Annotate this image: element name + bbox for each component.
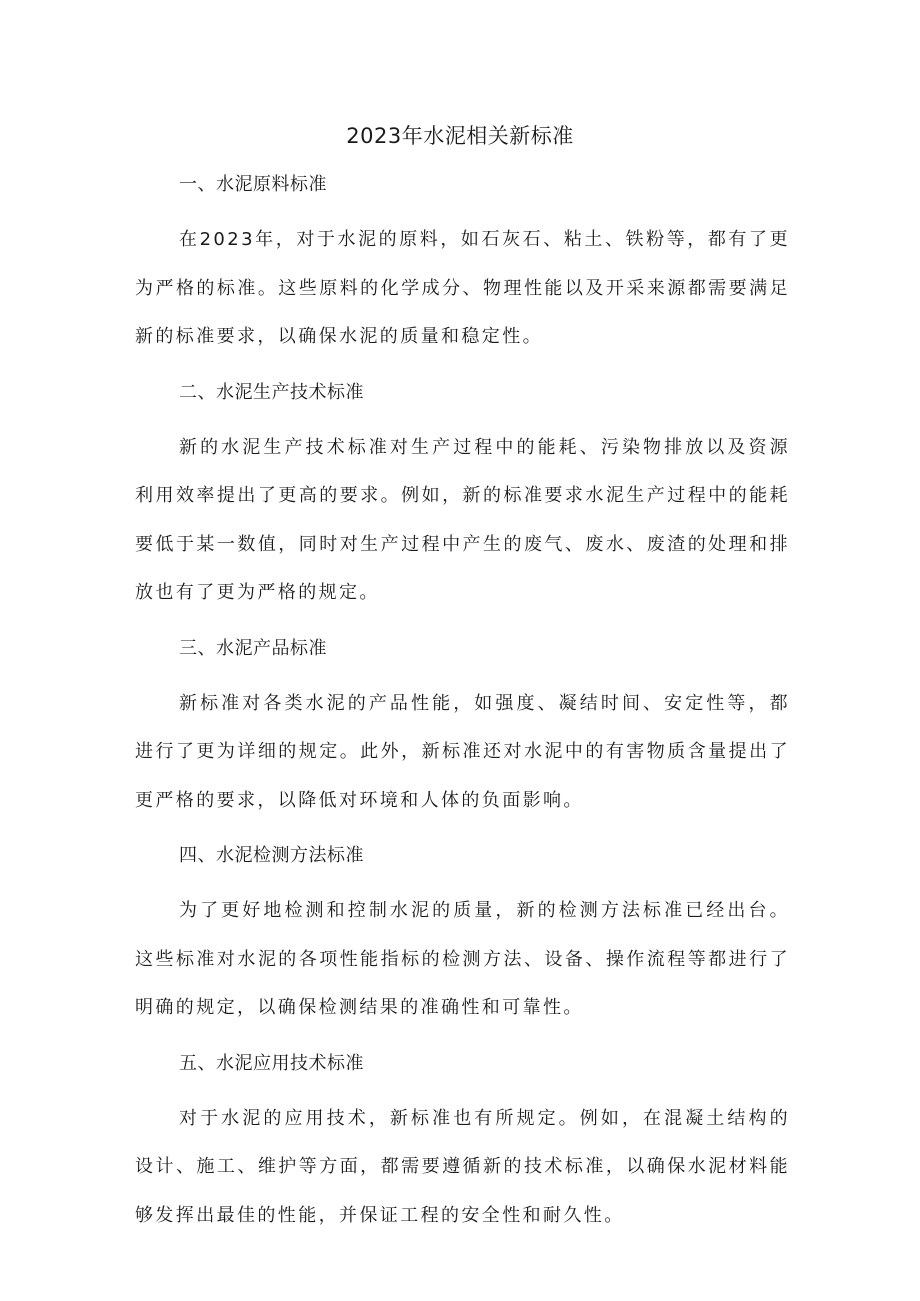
section-paragraph: 在2023年，对于水泥的原料，如石灰石、粘土、铁粉等，都有了更为严格的标准。这些原料的化学成分、物理性能以及开采来源都需要满足新的标准要求，以确保水泥的质量和稳定性。 <box>135 229 790 347</box>
section-testing-methods <box>135 839 790 1047</box>
section-heading: 四、水泥检测方法标准 <box>179 845 364 866</box>
section-paragraph: 为了更好地检测和控制水泥的质量，新的检测方法标准已经出台。这些标准对水泥的各项性能指标的检测方法、设备、操作流程等都进行了明确的规定，以确保检测结果的准确性和可靠性。 <box>135 900 790 1018</box>
document-title: 2023年水泥相关新标准 <box>346 124 574 148</box>
section-paragraph: 新标准对各类水泥的产品性能，如强度、凝结时间、安定性等，都进行了更为详细的规定。此外，新标准还对水泥中的有害物质含量提出了更严格的要求，以降低对环境和人体的负面影响。 <box>135 692 790 811</box>
section-heading: 一、水泥原料标准 <box>179 174 327 195</box>
section-heading: 五、水泥应用技术标准 <box>179 1052 364 1074</box>
document-body <box>135 168 790 1240</box>
section-paragraph: 对于水泥的应用技术，新标准也有所规定。例如，在混凝土结构的设计、施工、维护等方面，都需要遵循新的技术标准，以确保水泥材料能够发挥出最佳的性能，并保证工程的安全性和耐久性。 <box>135 1107 790 1226</box>
section-production-tech <box>135 376 790 632</box>
section-application-tech <box>135 1047 790 1241</box>
section-heading: 二、水泥生产技术标准 <box>179 381 364 403</box>
section-paragraph: 新的水泥生产技术标准对生产过程中的能耗、污染物排放以及资源利用效率提出了更高的要求。例如，新的标准要求水泥生产过程中的能耗要低于某一数值，同时对生产过程中产生的废气、废水、废渣的处理和排放也有了更为严格的规定。 <box>135 436 790 603</box>
section-raw-materials <box>135 168 790 376</box>
section-product <box>135 632 790 840</box>
section-heading: 三、水泥产品标准 <box>179 637 327 659</box>
